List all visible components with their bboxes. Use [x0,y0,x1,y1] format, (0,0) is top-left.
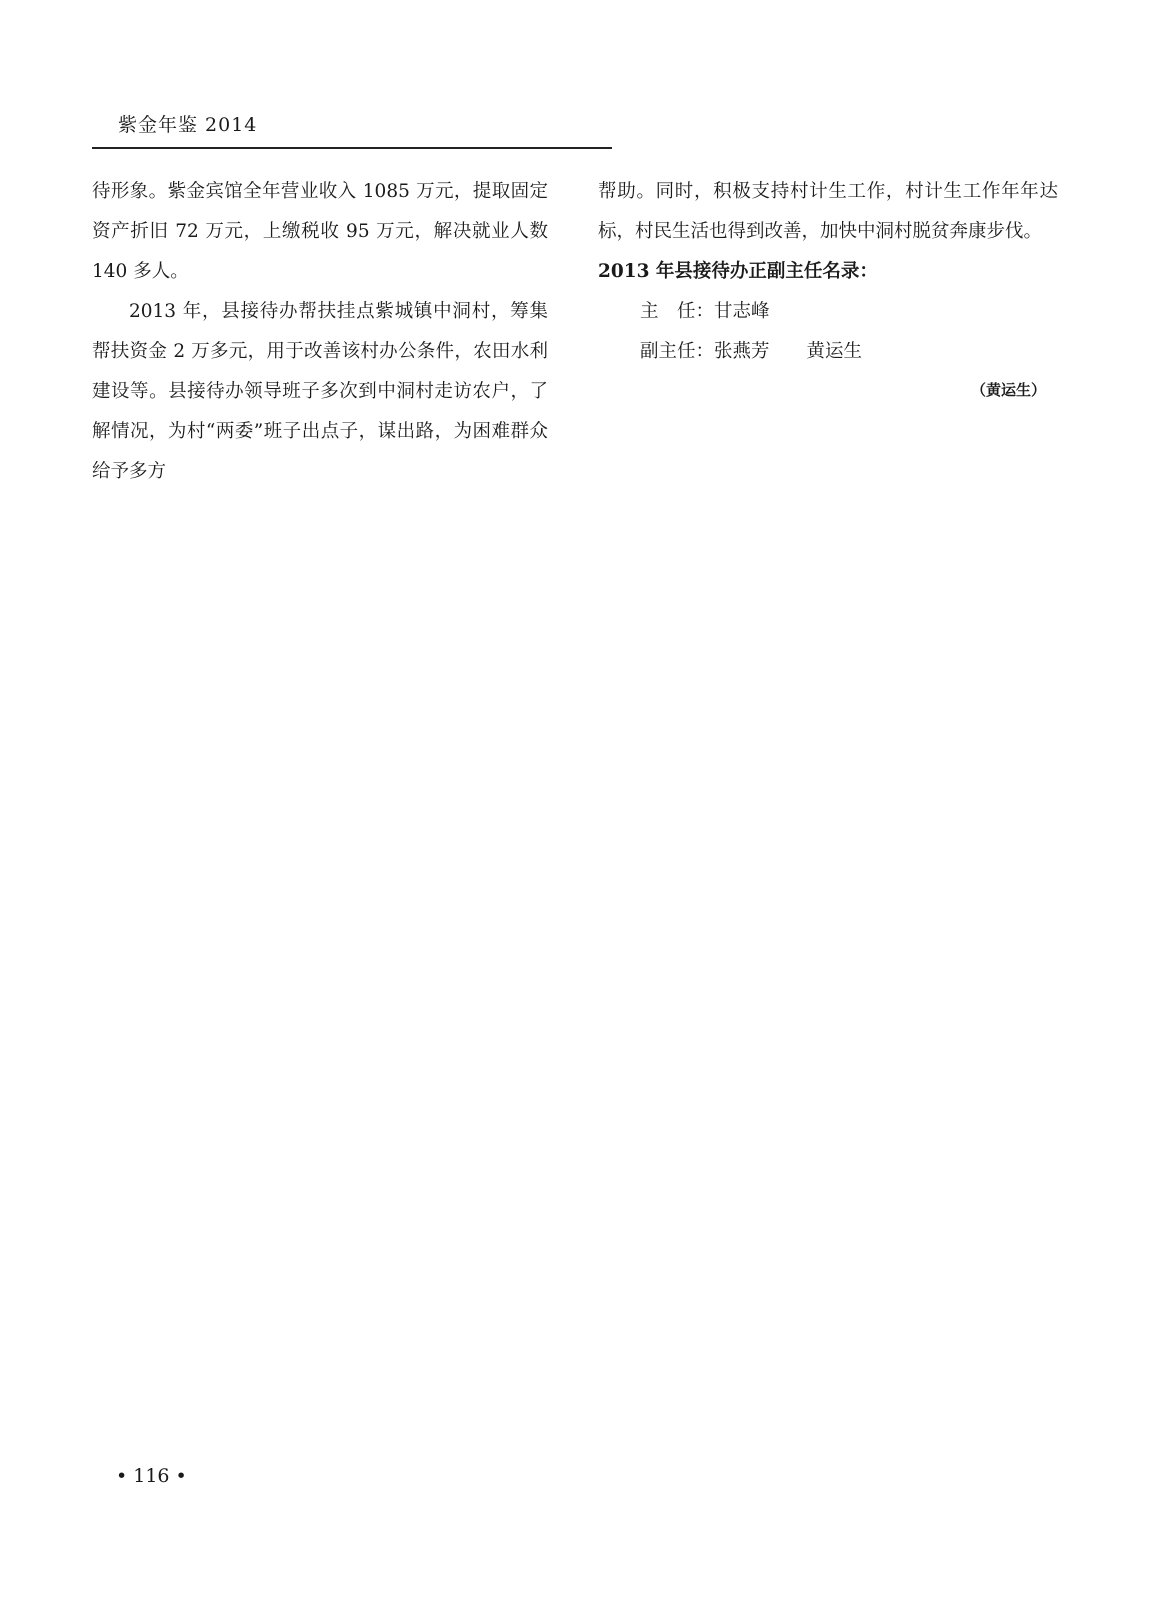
author-credit: （黄运生） [970,381,1046,399]
left-paragraph-2: 2013 年，县接待办帮扶挂点紫城镇中洞村，筹集帮扶资金 2 万多元，用于改善该村办公条件，农田水利建设等。县接待办领导班子多次到中洞村走访农户，了解情况，为村“两委”班子出点子，谋出路，为困难群众给予多方 [92,301,548,482]
roster-row-director [598,292,1058,332]
roster-names: 张燕芳 黄运生 [714,341,863,362]
roster-names: 甘志峰 [714,301,770,322]
right-paragraph-1: 帮助。同时，积极支持村计生工作，村计生工作年年达标，村民生活也得到改善，加快中洞村脱贫奔康步伐。 [598,181,1058,242]
page-number: • 116 • [116,1465,187,1487]
left-column [92,172,548,492]
roster-label: 主 任： [640,301,715,322]
right-column [598,172,1058,408]
roster-row-deputy [598,332,1058,372]
left-paragraph-1: 待形象。紫金宾馆全年营业收入 1085 万元，提取固定资产折旧 72 万元，上缴税收 95 万元，解决就业人数 140 多人。 [92,181,548,282]
roster-heading: 2013 年县接待办正副主任名录： [598,261,878,282]
header-rule [92,147,612,149]
running-header-title: 紫金年鉴 2014 [118,114,258,136]
roster-label: 副主任： [640,341,715,362]
